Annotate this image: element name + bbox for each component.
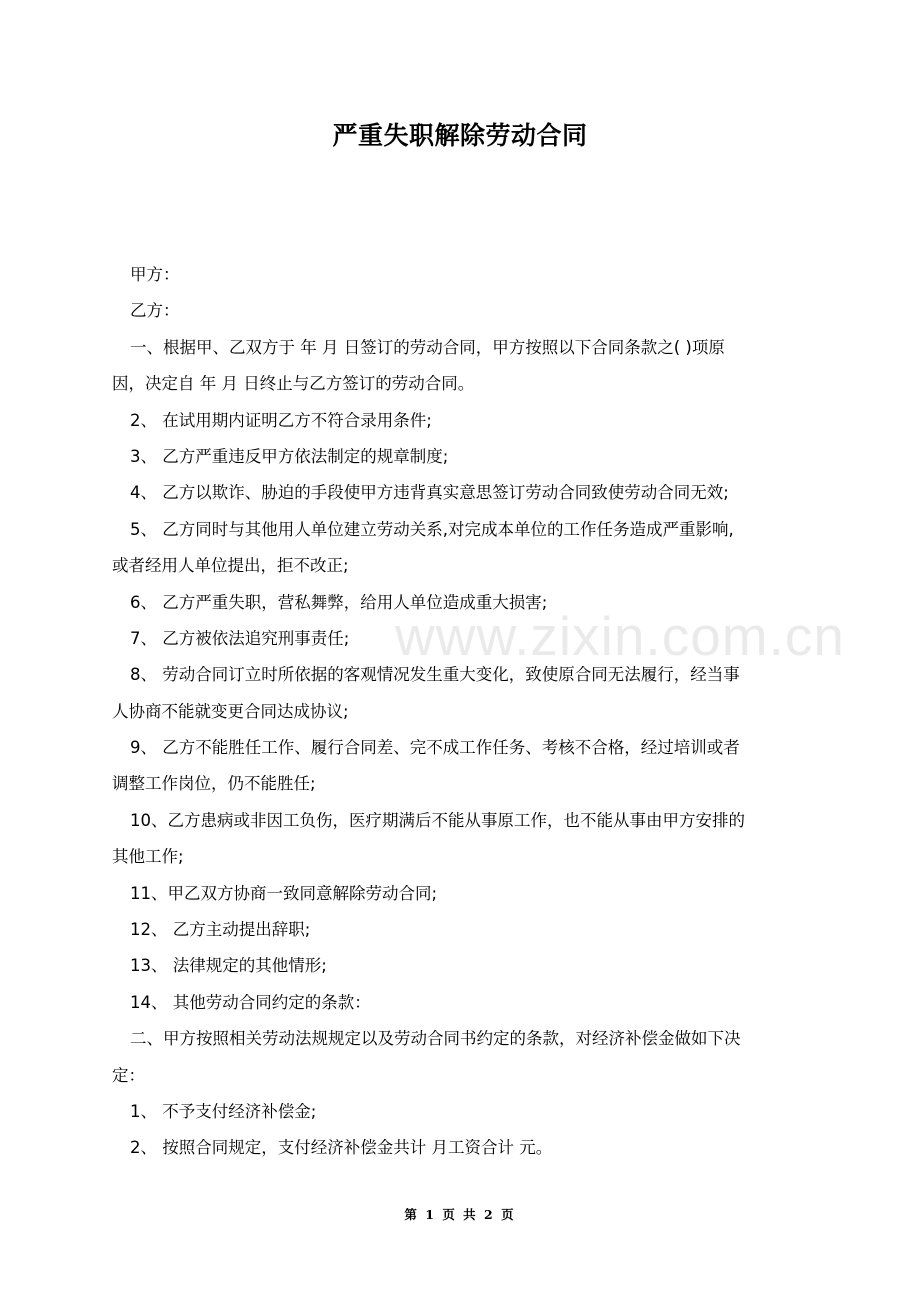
clause-8-line-2: 人协商不能就变更合同达成协议; — [112, 701, 349, 721]
clause-4: 4、 乙方以欺诈、胁迫的手段使甲方违背真实意思签订劳动合同致使劳动合同无效; — [130, 483, 729, 503]
clause-5-line-2: 或者经用人单位提出，拒不改正; — [112, 556, 349, 576]
clause-13: 13、 法律规定的其他情形; — [130, 956, 327, 976]
section-one-line-2: 因，决定自 年 月 日终止与乙方签订的劳动合同。 — [112, 374, 475, 394]
clause-14: 14、 其他劳动合同约定的条款： — [130, 992, 371, 1012]
clause-11: 11、甲乙双方协商一致同意解除劳动合同; — [130, 883, 438, 903]
section-two-line-1: 二、甲方按照相关劳动法规规定以及劳动合同书约定的条款，对经济补偿金做如下决 — [130, 1029, 741, 1049]
watermark: www.zixin.com.cn — [395, 605, 845, 667]
clause-2: 2、 在试用期内证明乙方不符合录用条件; — [130, 410, 432, 430]
clause-9-line-2: 调整工作岗位，仍不能胜任; — [112, 774, 316, 794]
document-title: 严重失职解除劳动合同 — [332, 121, 588, 150]
compensation-option-2: 2、 按照合同规定，支付经济补偿金共计 月工资合计 元。 — [130, 1138, 553, 1158]
page-footer: 第 1 页 共 2 页 — [404, 1207, 516, 1222]
clause-10-line-2: 其他工作; — [112, 847, 184, 867]
party-b-line: 乙方： — [130, 301, 180, 321]
clause-10-line-1: 10、乙方患病或非因工负伤，医疗期满后不能从事原工作，也不能从事由甲方安排的 — [130, 810, 745, 830]
section-one-line-1: 一、根据甲、乙双方于 年 月 日签订的劳动合同，甲方按照以下合同条款之( )项原 — [130, 337, 725, 357]
clause-9-line-1: 9、 乙方不能胜任工作、履行合同差、完不成工作任务、考核不合格，经过培训或者 — [130, 738, 740, 758]
compensation-option-1: 1、 不予支付经济补偿金; — [130, 1101, 317, 1121]
section-two-line-2: 定： — [112, 1065, 145, 1085]
party-a-line: 甲方： — [130, 265, 180, 284]
document-body — [112, 257, 812, 1167]
clause-5-line-1: 5、 乙方同时与其他用人单位建立劳动关系,对完成本单位的工作任务造成严重影响, — [130, 519, 734, 539]
clause-7: 7、 乙方被依法追究刑事责任; — [130, 628, 350, 648]
clause-12: 12、 乙方主动提出辞职; — [130, 920, 311, 940]
clause-8-line-1: 8、 劳动合同订立时所依据的客观情况发生重大变化，致使原合同无法履行，经当事 — [130, 665, 740, 685]
clause-3: 3、 乙方严重违反甲方依法制定的规章制度; — [130, 446, 449, 466]
clause-6: 6、 乙方严重失职，营私舞弊，给用人单位造成重大损害; — [130, 592, 548, 612]
